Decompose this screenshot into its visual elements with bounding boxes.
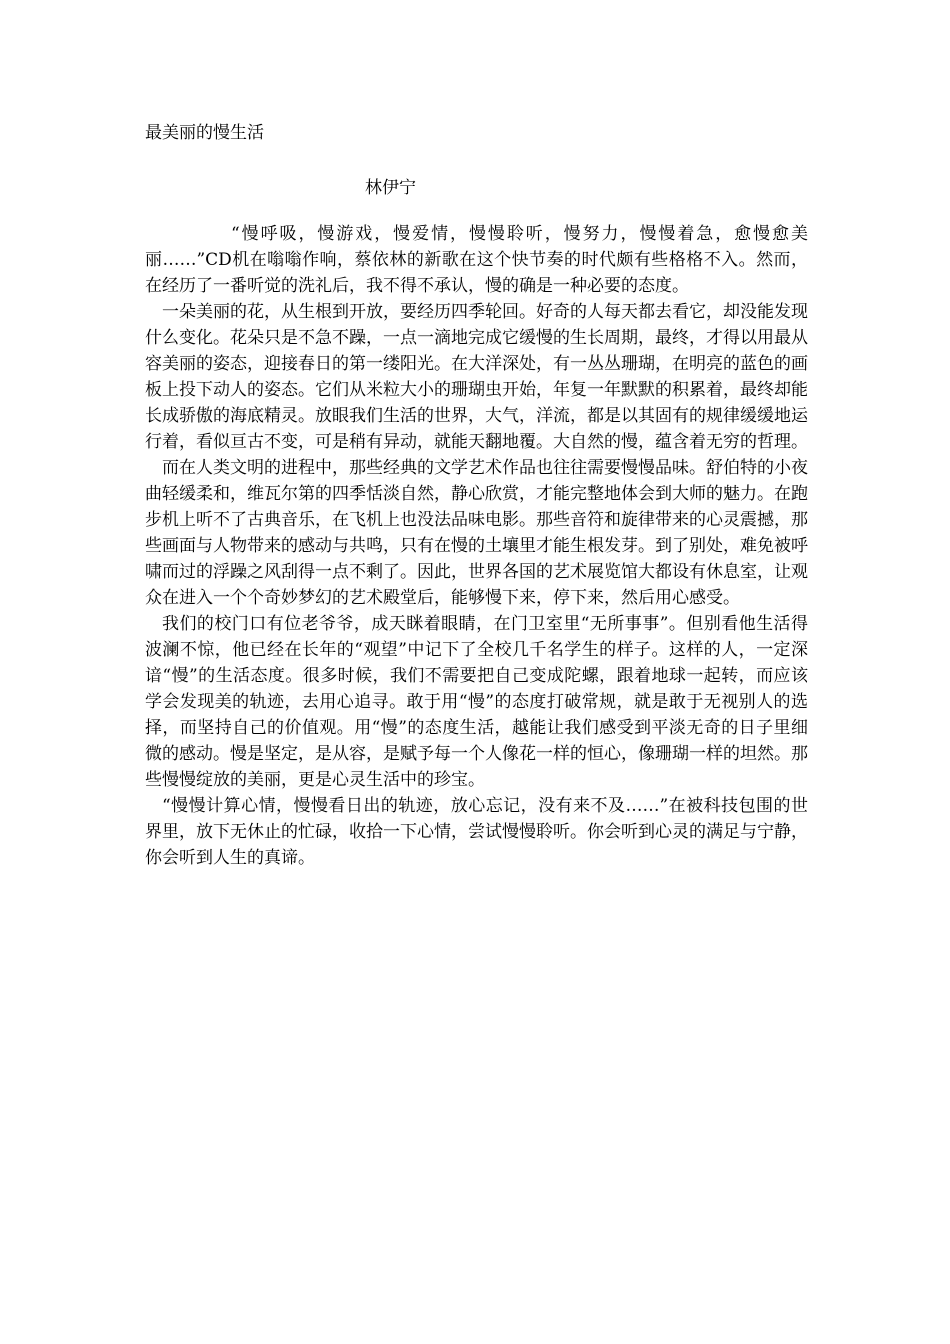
author-name: 林伊宁 (365, 178, 416, 198)
paragraph-4: 我们的校门口有位老爷爷，成天眯着眼睛，在门卫室里“无所事事”。但别看他生活得波澜不惊，他已经在长年的“观望”中记下了全校几千名学生的样子。这样的人，一定深谙“慢”的生活态度。很多时候，我们不需要把自己变成陀螺，跟着地球一起转，而应该学会发现美的轨迹，去用心追寻。敢于用“慢”的态度打破常规，就是敢于无视别人的选择，而坚持自己的价值观。用“慢”的态度生活，越能让我们感受到平淡无奇的日子里细微的感动。慢是坚定，是从容，是赋予每一个人像花一样的恒心，像珊瑚一样的坦然。那些慢慢绽放的美丽，更是心灵生活中的珍宝。 (145, 614, 808, 790)
paragraph-2: 一朵美丽的花，从生根到开放，要经历四季轮回。好奇的人每天都去看它，却没能发现什么变化。花朵只是不急不躁，一点一滴地完成它缓慢的生长周期，最终，才得以用最从容美丽的姿态，迎接春日的第一缕阳光。在大洋深处，有一丛丛珊瑚，在明亮的蓝色的画板上投下动人的姿态。它们从米粒大小的珊瑚虫开始，年复一年默默的积累着，最终却能长成骄傲的海底精灵。放眼我们生活的世界，大气，洋流，都是以其固有的规律缓缓地运行着，看似亘古不变，可是稍有异动，就能天翻地覆。大自然的慢，蕴含着无穷的哲理。 (145, 302, 808, 452)
paragraph-5: “慢慢计算心情，慢慢看日出的轨迹，放心忘记，没有来不及……”在被科技包围的世界里，放下无休止的忙碌，收拾一下心情，尝试慢慢聆听。你会听到心灵的满足与宁静，你会听到人生的真谛。 (145, 796, 808, 868)
document-body (145, 221, 808, 871)
document-title: 最美丽的慢生活 (145, 123, 264, 143)
paragraph-1: “慢呼吸，慢游戏，慢爱情，慢慢聆听，慢努力，慢慢着急，愈慢愈美丽……”CD机在嗡嗡作响，蔡依林的新歌在这个快节奏的时代颇有些格格不入。然而，在经历了一番听觉的洗礼后，我不得不承认，慢的确是一种必要的态度。 (145, 224, 808, 296)
paragraph-3: 而在人类文明的进程中，那些经典的文学艺术作品也往往需要慢慢品味。舒伯特的小夜曲轻缓柔和，维瓦尔第的四季恬淡自然，静心欣赏，才能完整地体会到大师的魅力。在跑步机上听不了古典音乐，在飞机上也没法品味电影。那些音符和旋律带来的心灵震撼，那些画面与人物带来的感动与共鸣，只有在慢的土壤里才能生根发芽。到了别处，难免被呼啸而过的浮躁之风刮得一点不剩了。因此，世界各国的艺术展览馆大都设有休息室，让观众在进入一个个奇妙梦幻的艺术殿堂后，能够慢下来，停下来，然后用心感受。 (145, 458, 808, 608)
